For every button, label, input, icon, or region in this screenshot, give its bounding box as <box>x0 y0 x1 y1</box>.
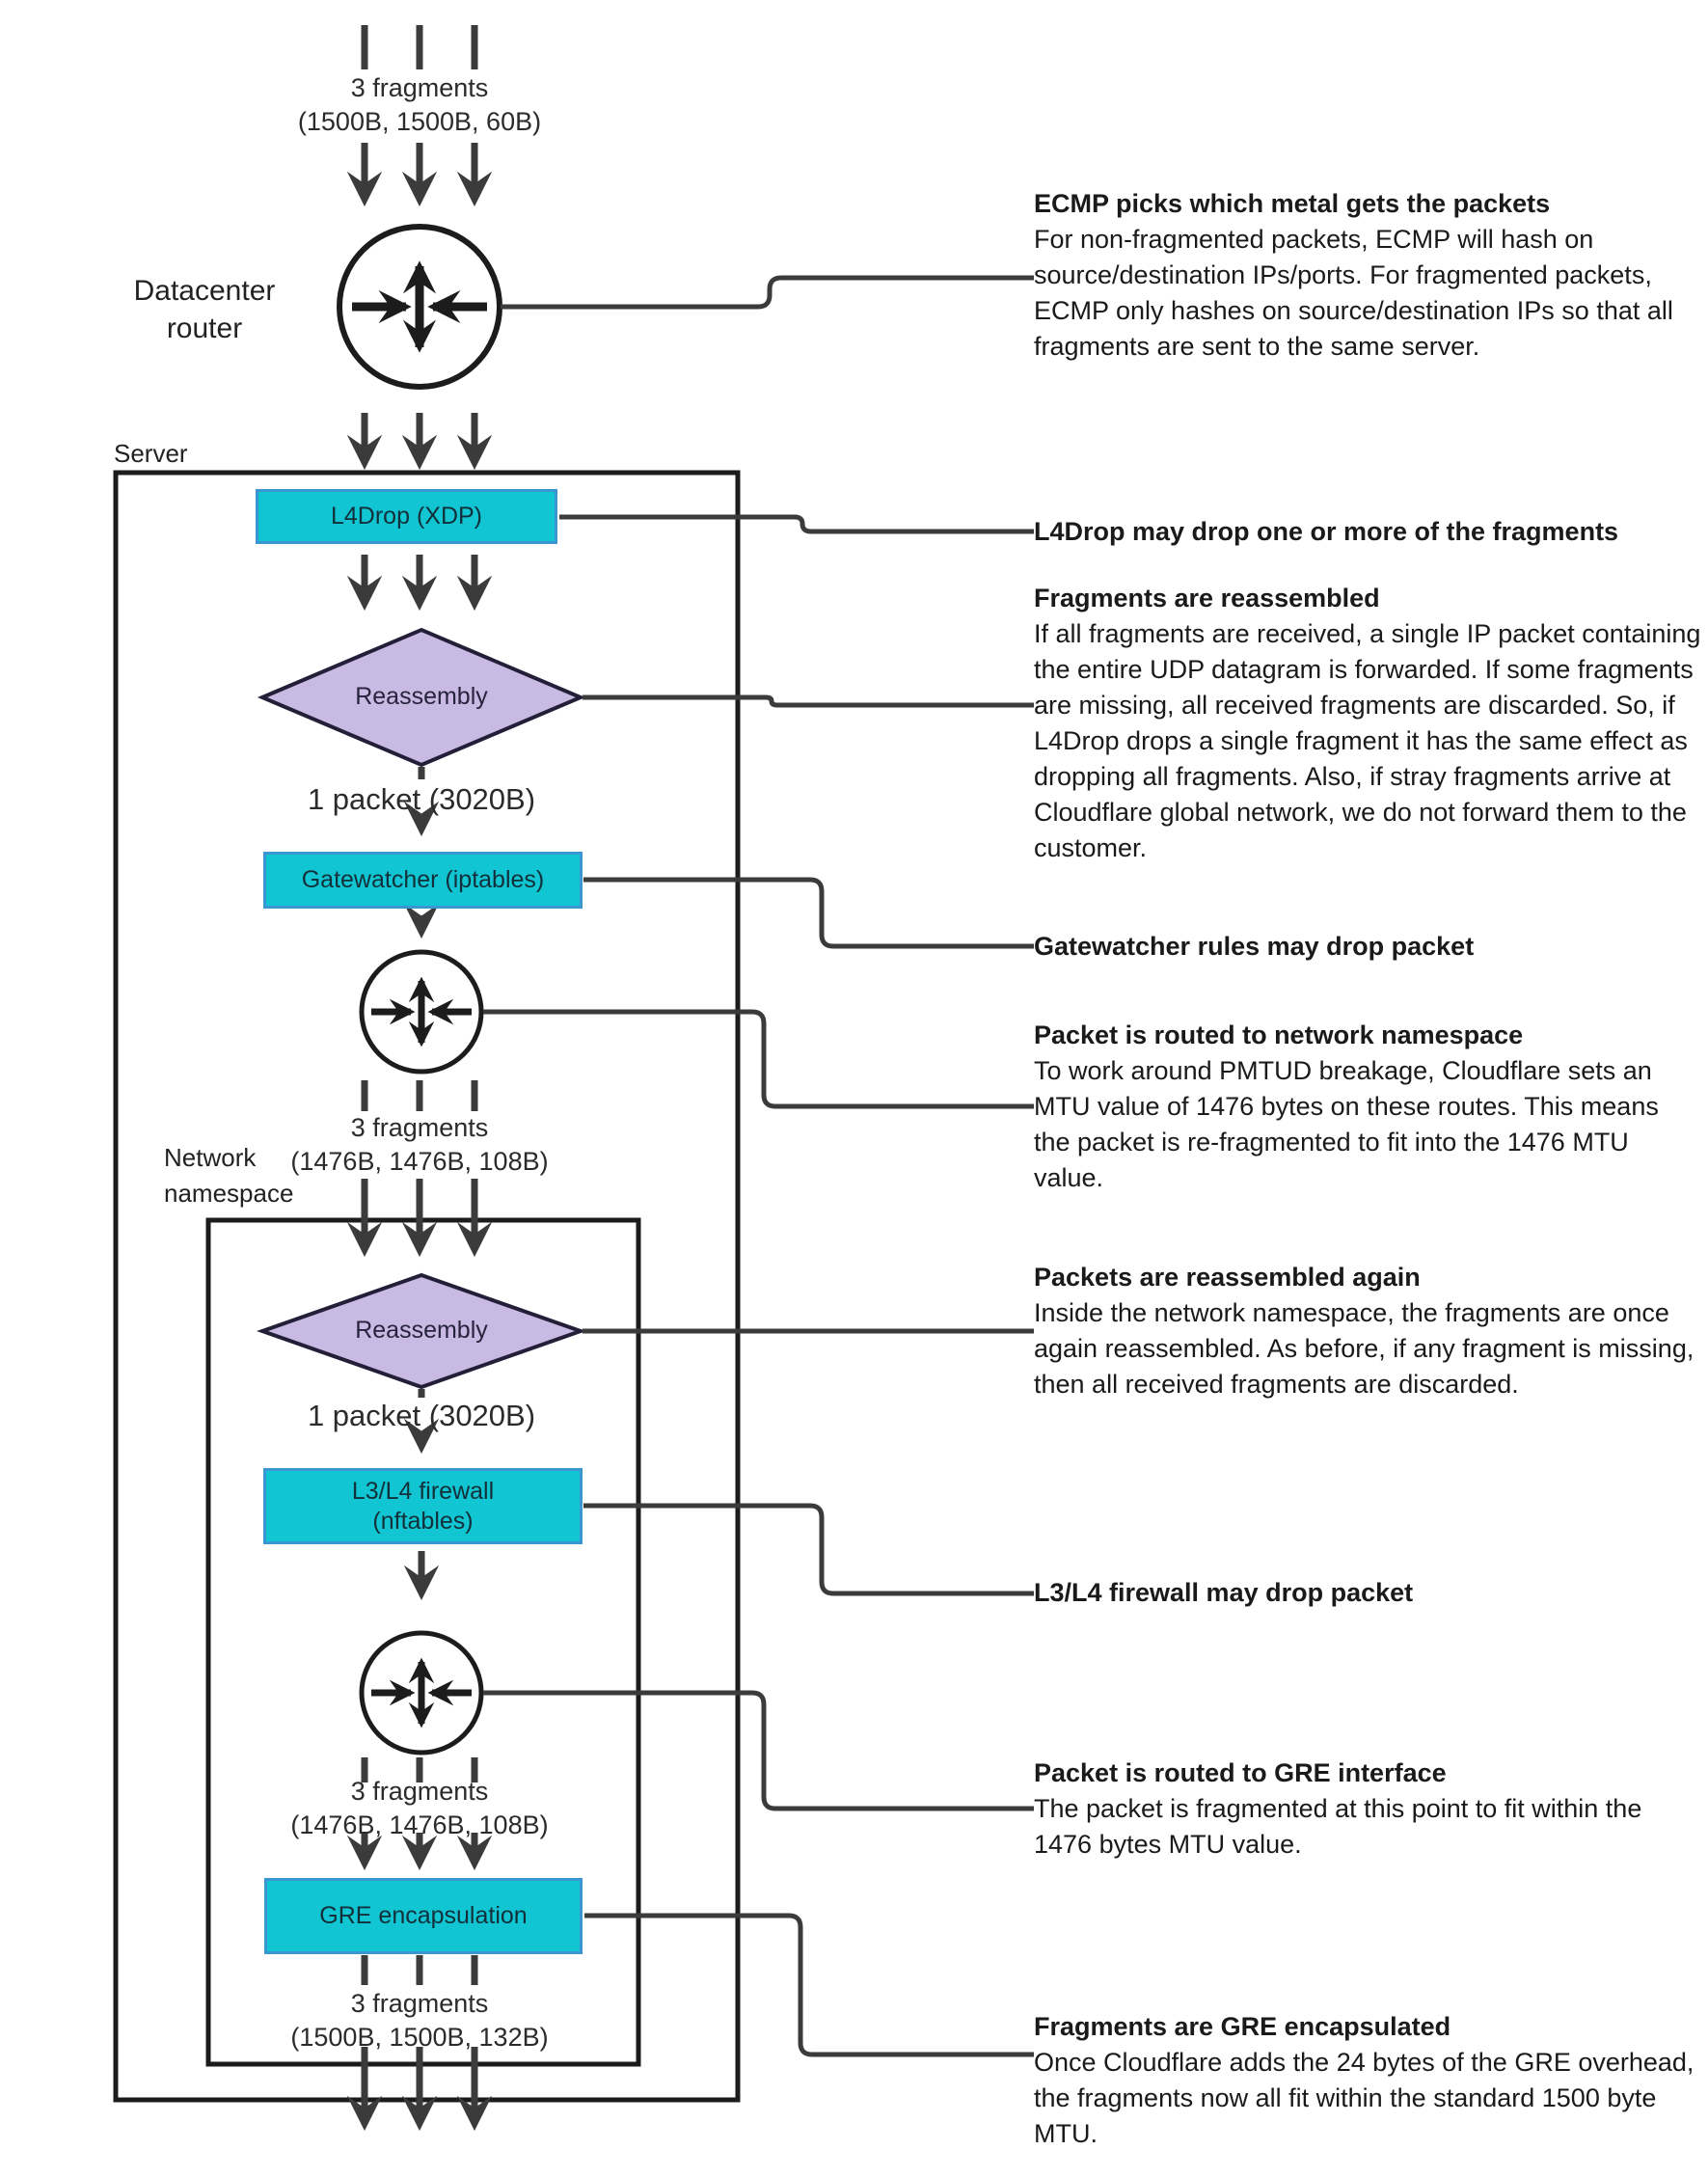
packet-2-label: 1 packet (3020B) <box>307 1399 536 1432</box>
refragmented-label: 3 fragments (1476B, 1476B, 108B) <box>290 1113 549 1176</box>
arrows-into-namespace <box>365 1179 474 1248</box>
network-namespace-label: Network namespace <box>164 1143 294 1208</box>
route-icon-3 <box>362 1633 481 1753</box>
datacenter-router-label: Datacenter router <box>133 275 276 344</box>
arrows-l4drop-to-reassembly <box>365 555 474 602</box>
connector-gatewatcher <box>583 880 1034 946</box>
l4drop-node: L4Drop (XDP) <box>256 489 557 544</box>
l3l4-firewall-node: L3/L4 firewall (nftables) <box>263 1468 583 1544</box>
annotation-gre-encapsulated: Fragments are GRE encapsulated Once Cloudflare adds the 24 bytes of the GRE overhead, the fragments now all fit within the standard 1500 byte MTU. <box>1034 2012 1694 2148</box>
reassembly-2-label: Reassembly <box>355 1317 488 1344</box>
packet-1-label: 1 packet (3020B) <box>307 782 536 816</box>
datacenter-router-icon <box>339 227 500 387</box>
annotation-gatewatcher: Gatewatcher rules may drop packet <box>1034 932 1475 961</box>
annotation-reassembled: Fragments are reassembled If all fragments are received, a single IP packet containing the entire UDP datagram is forwarded. If some fragments are missing, all received fragments are discarded. So, if L4Drop drops a single fragment it has the same effect as dropping all fragments. Also, if stray fragments arrive at Cloudflare global network, we do not forward them to the customer. <box>1034 584 1701 862</box>
outgoing-arrows <box>365 2047 474 2122</box>
reassembly-1-label: Reassembly <box>355 683 488 710</box>
annotation-gre-route: Packet is routed to GRE interface The packet is fragmented at this point to fit within the 1476 bytes MTU value. <box>1034 1758 1642 1859</box>
annotation-l4drop: L4Drop may drop one or more of the fragments <box>1034 517 1619 546</box>
connector-router3 <box>483 1693 1034 1809</box>
connector-l4drop <box>559 517 1034 531</box>
output-fragments-label: 3 fragments (1500B, 1500B, 132B) <box>290 1989 549 2052</box>
annotation-ecmp: ECMP picks which metal gets the packets For non-fragmented packets, ECMP will hash on source/destination IPs/ports. For fragmented packets, ECMP only hashes on source/destination IPs so that all fragments are sent to the same server. <box>1034 189 1673 361</box>
connector-ecmp <box>501 278 1034 307</box>
refragment-dashes <box>365 1080 474 1111</box>
gre-encapsulation-node: GRE encapsulation <box>264 1878 583 1954</box>
annotation-namespace-route: Packet is routed to network namespace To work around PMTUD breakage, Cloudflare sets an MTU value of 1476 bytes on these routes. This means the packet is re-fragmented to fit into the 1476 MTU value. <box>1034 1020 1659 1192</box>
connector-gre <box>584 1916 1034 2055</box>
connector-reassembly1 <box>583 697 1034 705</box>
arrows-into-router <box>365 143 474 198</box>
route-icon-2 <box>362 952 481 1072</box>
server-label: Server <box>114 439 188 468</box>
output-fragment-dashes <box>365 1955 474 1985</box>
annotation-firewall: L3/L4 firewall may drop packet <box>1034 1578 1414 1607</box>
connector-firewall <box>583 1506 1034 1593</box>
gatewatcher-node: Gatewatcher (iptables) <box>263 852 583 909</box>
arrows-router-to-server <box>365 413 474 461</box>
gre-input-fragments-label: 3 fragments (1476B, 1476B, 108B) <box>290 1777 549 1839</box>
annotation-reassembled-again: Packets are reassembled again Inside the network namespace, the fragments are once again reassembled. As before, if any fragment is missing, then all received fragments are discarded. <box>1034 1263 1694 1399</box>
input-fragments-label: 3 fragments (1500B, 1500B, 60B) <box>297 73 542 136</box>
annotation-connectors <box>483 278 1034 2055</box>
connector-router2 <box>483 1012 1034 1106</box>
incoming-fragment-dashes <box>365 25 474 69</box>
